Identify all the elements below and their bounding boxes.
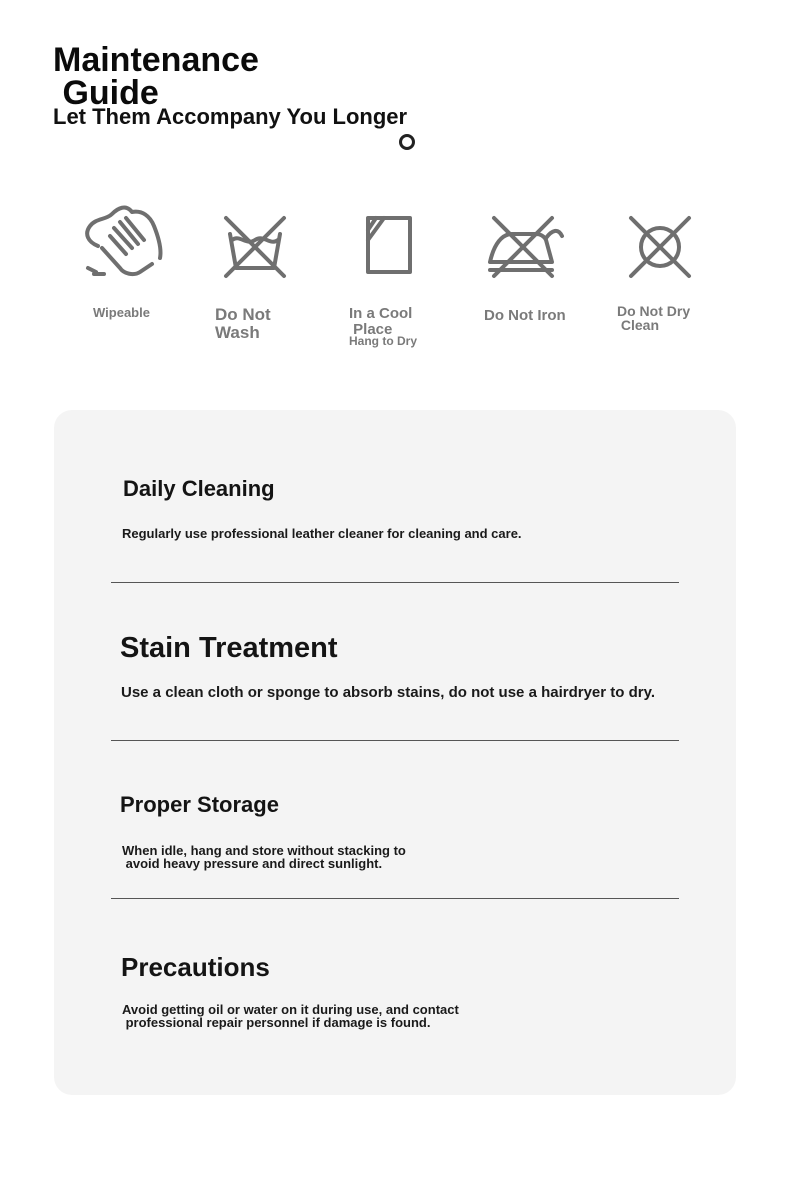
icon-label-do-not-wash: Do Not Wash	[215, 305, 271, 342]
section-text-precautions: Avoid getting oil or water on it during use, and contact professional repair personnel if damage is found.	[122, 1002, 459, 1030]
section-title-daily-cleaning: Daily Cleaning	[123, 476, 275, 501]
care-icons-row	[0, 0, 790, 380]
section-text-daily-cleaning: Regularly use professional leather cleaner for cleaning and care.	[122, 526, 522, 541]
icon-label-do-not-dry-clean: Do Not Dry Clean	[617, 303, 691, 333]
do-not-wash-icon	[222, 214, 288, 280]
section-title-proper-storage: Proper Storage	[120, 792, 279, 817]
section-divider	[111, 898, 679, 899]
icon-label-cool-place: In a Cool Place	[349, 305, 413, 338]
dry-in-shade-icon	[362, 212, 416, 278]
icon-label-do-not-iron: Do Not Iron	[484, 307, 566, 324]
section-title-stain-treatment: Stain Treatment	[120, 632, 338, 664]
icon-sublabel-hang-to-dry: Hang to Dry	[349, 334, 418, 348]
section-title-precautions: Precautions	[121, 952, 270, 982]
do-not-dry-clean-icon	[627, 214, 693, 280]
section-text-stain-treatment: Use a clean cloth or sponge to absorb stains, do not use a hairdryer to dry.	[121, 684, 656, 701]
icon-label-wipeable: Wipeable	[93, 305, 150, 320]
section-divider	[111, 740, 679, 741]
care-instructions-panel	[54, 410, 736, 1095]
page-subtitle: Let Them Accompany You Longer	[53, 104, 408, 129]
page-title: Maintenance Guide	[53, 41, 259, 112]
wipe-hand-icon	[80, 202, 168, 282]
section-text-proper-storage: When idle, hang and store without stacking to avoid heavy pressure and direct sunlight.	[122, 843, 406, 871]
do-not-iron-icon	[486, 214, 568, 280]
section-divider	[111, 582, 679, 583]
